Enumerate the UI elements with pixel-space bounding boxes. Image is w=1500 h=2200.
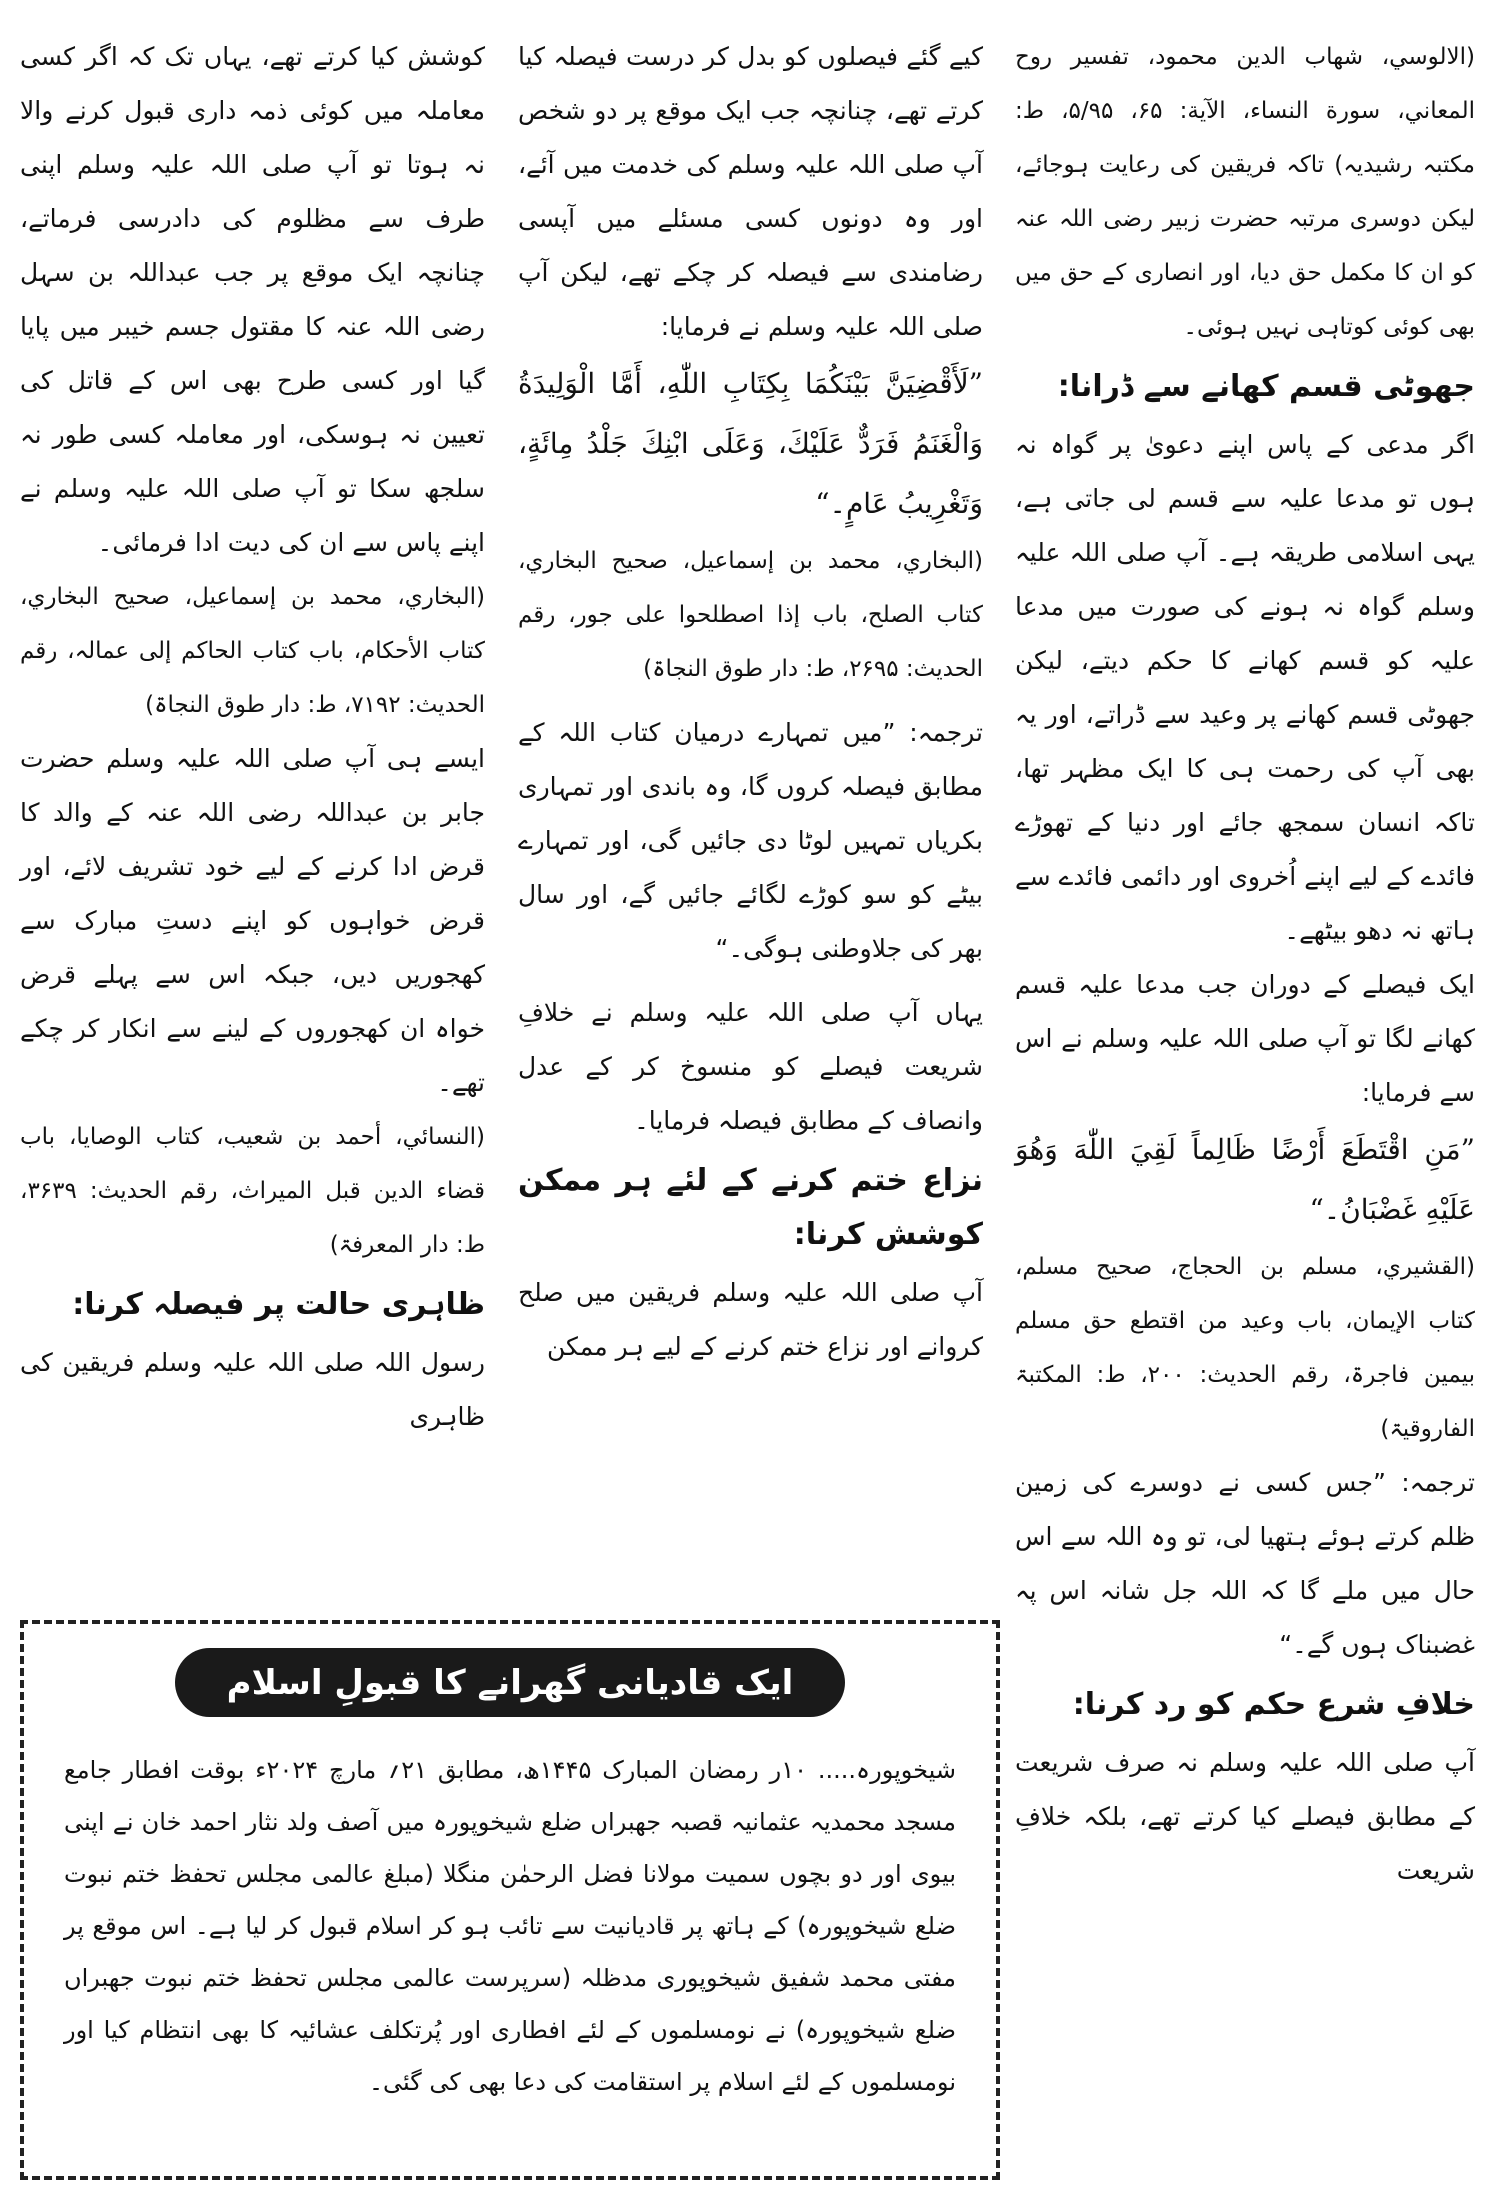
translation: ترجمہ: ”میں تمہارے درمیان کتاب اللہ کے مطابق فیصلہ کروں گا، وہ باندی اور تمہاری بکریاں تمہیں لوٹا دی جائیں گی، اور تمہارے بیٹے کو سو کوڑے لگائے جائیں گے، اور سال بھر کی جلاوطنی ہوگی۔“ xyxy=(518,718,983,963)
paragraph: آپ صلی اللہ علیہ وسلم فریقین میں صلح کروانے اور نزاع ختم کرنے کے لیے ہر ممکن xyxy=(518,1278,983,1361)
middle-column xyxy=(518,30,983,1570)
paragraph: ایک فیصلے کے دوران جب مدعا علیہ قسم کھانے لگا تو آپ صلی اللہ علیہ وسلم نے اس سے فرمایا: xyxy=(1015,970,1475,1107)
reference: (البخاري، محمد بن إسماعيل، صحیح البخاري، کتاب الصلح، باب إذا اصطلحوا علی جور، رقم الحدیث: ۲۶۹۵، ط: دار طوق النجاۃ) xyxy=(518,548,983,682)
news-box-title: ایک قادیانی گھرانے کا قبولِ اسلام xyxy=(175,1648,846,1717)
reference: (القشيري، مسلم بن الحجاج، صحیح مسلم، کتاب الإیمان، باب وعید من اقتطع حق مسلم بیمین فاجرۃ، رقم الحدیث: ۲۰۰، ط: المکتبۃ الفاروقیۃ) xyxy=(1015,1254,1475,1442)
news-box-body: شیخوپورہ..... ۱۰ر رمضان المبارک ۱۴۴۵ھ، مطابق ۲۱؍ مارچ ۲۰۲۴ء بوقت افطار جامع مسجد محمدیہ عثمانیہ قصبہ جھبراں ضلع شیخوپورہ میں آصف ولد نثار احمد خان نے اپنی بیوی اور دو بچوں سمیت مولانا فضل الرحمٰن منگلا (مبلغ عالمی مجلس تحفظ ختم نبوت ضلع شیخوپورہ) کے ہاتھ پر قادیانیت سے تائب ہو کر اسلام قبول کر لیا ہے۔ اس موقع پر مفتی محمد شفیق شیخوپوری مدظلہ (سرپرست عالمی مجلس تحفظ ختم نبوت جھبراں ضلع شیخوپورہ) نے نومسلموں کے لئے افطاری اور پُرتکلف عشائیہ کا بھی انتظام کیا اور نومسلموں کے لئے اسلام پر استقامت کی دعا بھی کی گئی۔ xyxy=(64,1756,957,2096)
arabic-quote: ”لَأَقْضِيَنَّ بَيْنَكُمَا بِكِتَابِ اللّٰهِ، أَمَّا الْوَلِيدَةُ وَالْغَنَمُ فَرَدٌّ عَلَيْكَ، وَعَلَى ابْنِكَ جَلْدُ مِائَةٍ، وَتَغْرِيبُ عَامٍ۔“ xyxy=(518,367,983,520)
paragraph: ایسے ہی آپ صلی اللہ علیہ وسلم حضرت جابر بن عبداللہ رضی اللہ عنہ کے والد کا قرض ادا کرنے کے لیے خود تشریف لائے، اور قرض خواہوں کو اپنے دستِ مبارک سے کھجوریں دیں، جبکہ اس سے پہلے قرض خواہ ان کھجوروں کے لینے سے انکار کر چکے تھے۔ xyxy=(20,744,485,1097)
translation: ترجمہ: ”جس کسی نے دوسرے کی زمین ظلم کرتے ہوئے ہتھیا لی، تو وہ اللہ سے اس حال میں ملے گا کہ اللہ جل شانہ اس پہ غضبناک ہوں گے۔“ xyxy=(1015,1468,1475,1659)
paragraph: اگر مدعی کے پاس اپنے دعویٰ پر گواہ نہ ہوں تو مدعا علیہ سے قسم لی جاتی ہے، یہی اسلامی طریقہ ہے۔ آپ صلی اللہ علیہ وسلم گواہ نہ ہونے کی صورت میں مدعا علیہ کو قسم کھانے کا حکم دیتے، لیکن جھوٹی قسم کھانے پر وعید سے ڈراتے، اور یہ بھی آپ کی رحمت ہی کا ایک مظہر تھا، تاکہ انسان سمجھ جائے اور دنیا کے تھوڑے فائدے کے لیے اپنے اُخروی اور دائمی فائدے سے ہاتھ نہ دھو بیٹھے۔ xyxy=(1015,430,1475,945)
news-box-title-wrap xyxy=(24,1648,996,1717)
section-heading: جھوٹی قسم کھانے سے ڈرانا: xyxy=(1057,369,1475,404)
section-heading: خلافِ شرع حکم کو رد کرنا: xyxy=(1072,1687,1475,1722)
paragraph: کوشش کیا کرتے تھے، یہاں تک کہ اگر کسی معاملہ میں کوئی ذمہ داری قبول کرنے والا نہ ہوتا تو آپ صلی اللہ علیہ وسلم اپنی طرف سے مظلوم کی دادرسی فرماتے، چنانچہ ایک موقع پر جب عبداللہ بن سہل رضی اللہ عنہ کا مقتول جسم خیبر میں پایا گیا اور کسی طرح بھی اس کے قاتل کی تعیین نہ ہوسکی، اور معاملہ کسی طور نہ سلجھ سکا تو آپ صلی اللہ علیہ وسلم نے اپنے پاس سے ان کی دیت ادا فرمائی۔ xyxy=(20,42,485,557)
reference: (البخاري، محمد بن إسماعيل، صحیح البخاري، کتاب الأحکام، باب کتاب الحاکم إلی عمالہ، رقم الحدیث: ۷۱۹۲، ط: دار طوق النجاۃ) xyxy=(20,584,485,718)
paragraph: رسول اللہ صلی اللہ علیہ وسلم فریقین کی ظاہری xyxy=(20,1348,485,1431)
paragraph: (الالوسي، شهاب الدين محمود، تفسير روح المعاني، سورة النساء، الآية: ۶۵، ۵/۹۵، ط: مکتبہ رشیدیہ) تاکہ فریقین کی رعایت ہوجائے، لیکن دوسری مرتبہ حضرت زبیر رضی اللہ عنہ کو ان کا مکمل حق دیا، اور انصاری کے حق میں بھی کوئی کوتاہی نہیں ہوئی۔ xyxy=(1015,44,1475,340)
section-heading: نزاع ختم کرنے کے لئے ہر ممکن کوشش کرنا: xyxy=(518,1163,983,1252)
news-box xyxy=(20,1620,1000,2180)
section-heading: ظاہری حالت پر فیصلہ کرنا: xyxy=(72,1287,485,1322)
arabic-quote: ”مَنِ اقْتَطَعَ أَرْضًا ظَالِماً لَقِيَ اللّٰهَ وَهُوَ عَلَيْهِ غَضْبَانُ۔“ xyxy=(1015,1133,1475,1226)
paragraph: آپ صلی اللہ علیہ وسلم نہ صرف شریعت کے مطابق فیصلے کیا کرتے تھے، بلکہ خلافِ شریعت xyxy=(1015,1748,1475,1885)
paragraph: کیے گئے فیصلوں کو بدل کر درست فیصلہ کیا کرتے تھے، چنانچہ جب ایک موقع پر دو شخص آپ صلی اللہ علیہ وسلم کی خدمت میں آئے، اور وہ دونوں کسی مسئلے میں آپسی رضامندی سے فیصلہ کر چکے تھے، لیکن آپ صلی اللہ علیہ وسلم نے فرمایا: xyxy=(518,42,983,341)
right-column xyxy=(1015,30,1475,2180)
left-column xyxy=(20,30,485,1570)
paragraph: یہاں آپ صلی اللہ علیہ وسلم نے خلافِ شریعت فیصلے کو منسوخ کر کے عدل وانصاف کے مطابق فیصلہ فرمایا۔ xyxy=(518,998,983,1135)
reference: (النسائي، أحمد بن شعیب، کتاب الوصایا، باب قضاء الدین قبل المیراث، رقم الحدیث: ۳۶۳۹، ط: دار المعرفۃ) xyxy=(20,1124,485,1258)
